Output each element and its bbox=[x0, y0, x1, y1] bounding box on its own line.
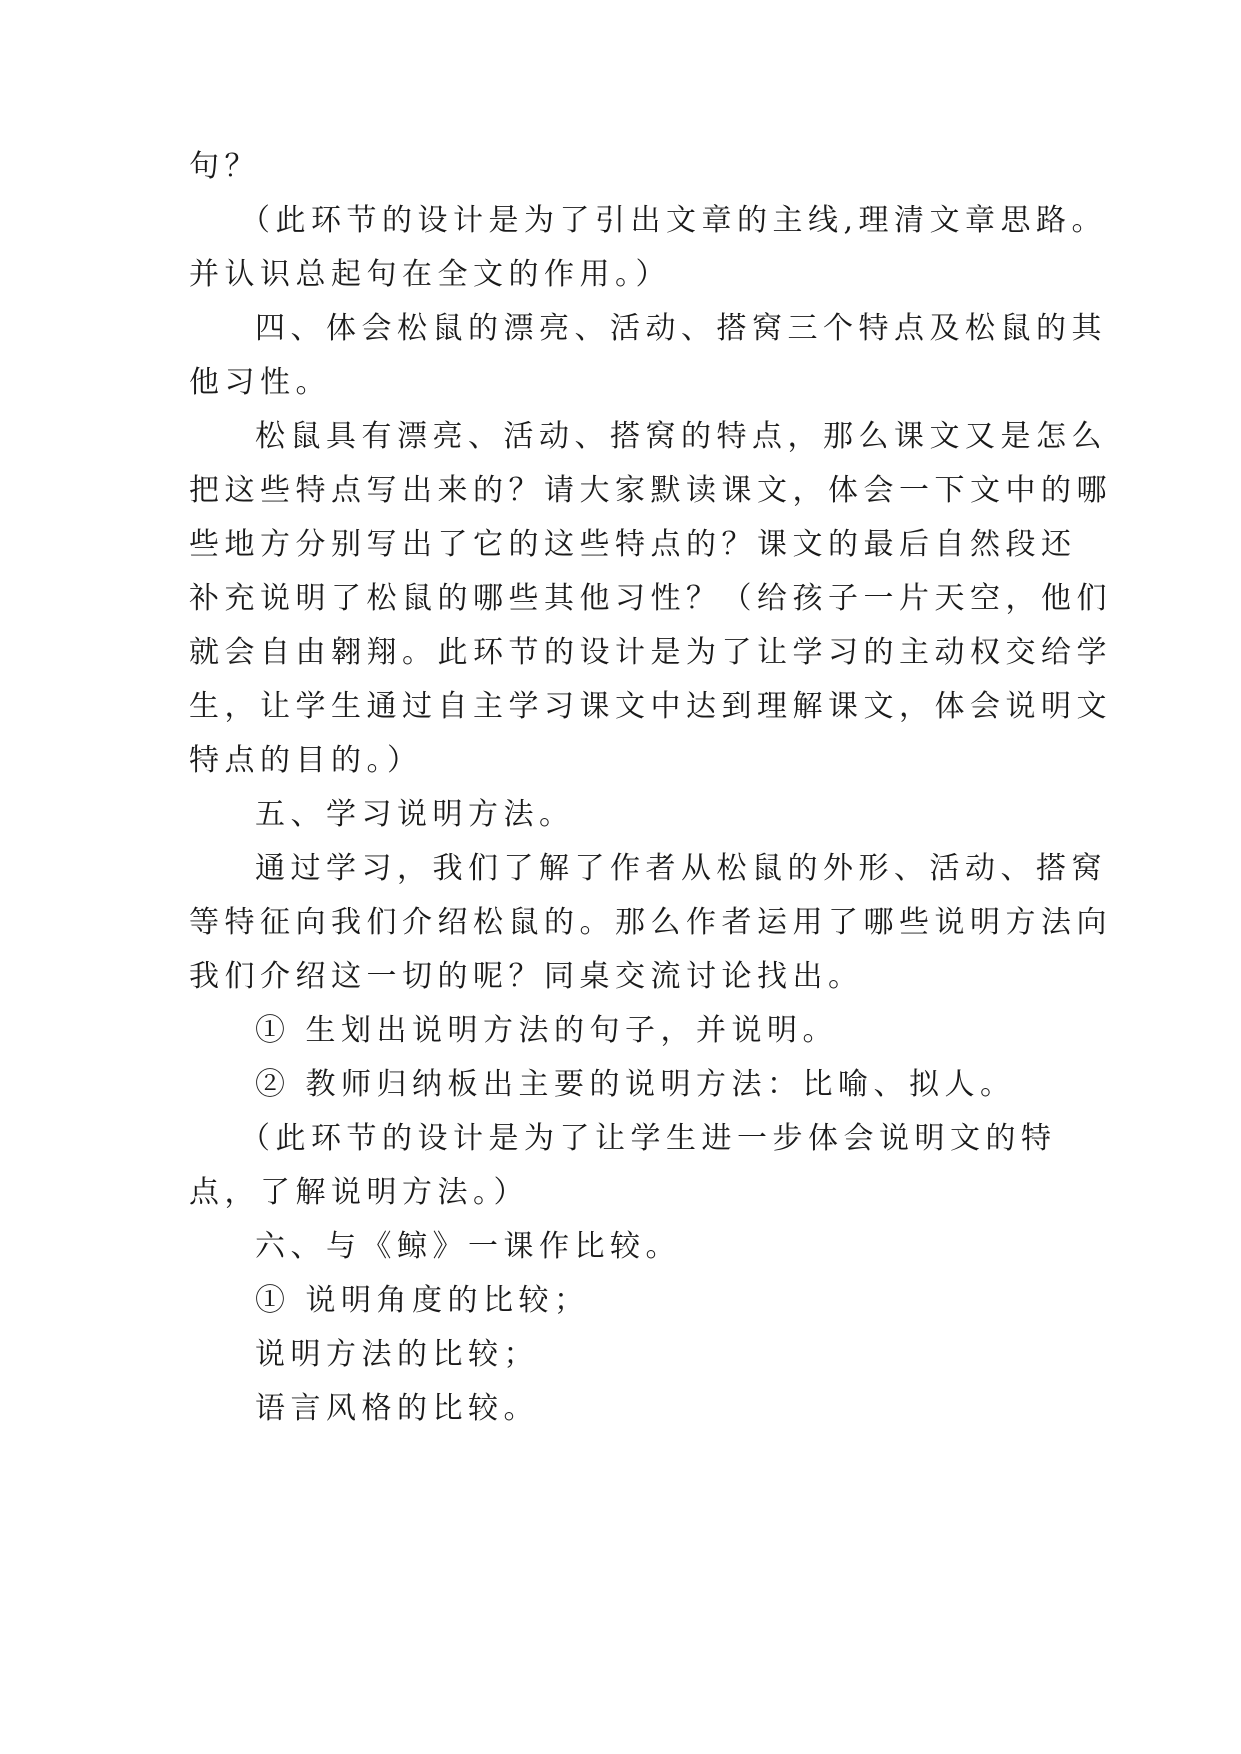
section-heading: 四、体会松鼠的漂亮、活动、搭窝三个特点及松鼠的其 bbox=[255, 311, 1107, 346]
section-heading: 五、学习说明方法。 bbox=[255, 797, 575, 832]
text-line: （此环节的设计是为了引出文章的主线,理清文章思路。 bbox=[240, 203, 1108, 238]
text-line: 并认识总起句在全文的作用。） bbox=[189, 257, 671, 292]
text-line: 点，了解说明方法。） bbox=[189, 1175, 529, 1210]
text-line: 等特征向我们介绍松鼠的。那么作者运用了哪些说明方法向 bbox=[189, 905, 1112, 940]
text-line: 我们介绍这一切的呢？同桌交流讨论找出。 bbox=[189, 959, 864, 994]
list-item: ① 生划出说明方法的句子，并说明。 bbox=[255, 1013, 839, 1048]
text-line: 补充说明了松鼠的哪些其他习性？（给孩子一片天空，他们 bbox=[189, 581, 1112, 616]
text-line: 些地方分别写出了它的这些特点的？课文的最后自然段还 bbox=[189, 527, 1077, 562]
text-line: 把这些特点写出来的？请大家默读课文，体会一下文中的哪 bbox=[189, 473, 1112, 508]
section-heading: 六、与《鲸》一课作比较。 bbox=[255, 1229, 681, 1264]
text-line: 句？ bbox=[189, 149, 260, 184]
list-item: ② 教师归纳板出主要的说明方法：比喻、拟人。 bbox=[255, 1067, 1016, 1102]
text-line: 就会自由翱翔。此环节的设计是为了让学习的主动权交给学 bbox=[189, 635, 1112, 670]
text-line: 松鼠具有漂亮、活动、搭窝的特点，那么课文又是怎么 bbox=[255, 419, 1107, 454]
text-line: 说明方法的比较； bbox=[255, 1337, 539, 1372]
text-line: 特点的目的。） bbox=[189, 743, 423, 778]
text-line: 生，让学生通过自主学习课文中达到理解课文，体会说明文 bbox=[189, 689, 1112, 724]
text-line: 通过学习，我们了解了作者从松鼠的外形、活动、搭窝 bbox=[255, 851, 1107, 886]
text-line: 语言风格的比较。 bbox=[255, 1391, 539, 1426]
text-line: 他习性。 bbox=[189, 365, 331, 400]
text-line: （此环节的设计是为了让学生进一步体会说明文的特 bbox=[240, 1121, 1057, 1156]
list-item: ① 说明角度的比较； bbox=[255, 1283, 590, 1318]
